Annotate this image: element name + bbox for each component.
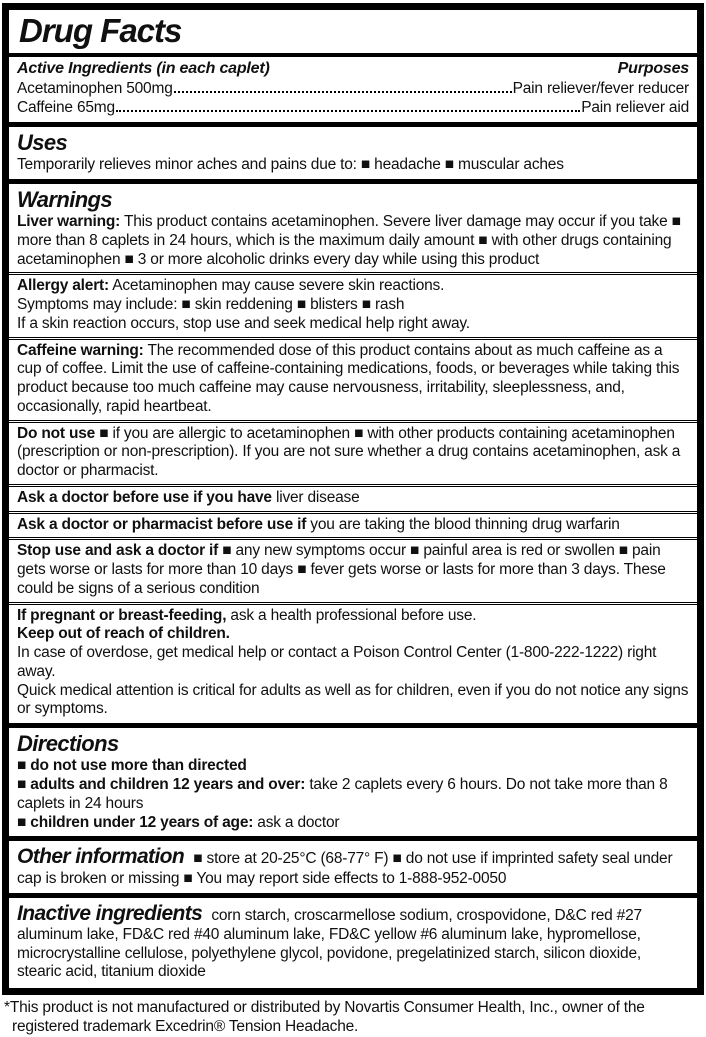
allergy-reaction-advice: If a skin reaction occurs, stop use and seek medical help right away. — [17, 314, 470, 332]
ask-doctor-pharmacist-text: you are taking the blood thinning drug warfarin — [306, 515, 620, 533]
subsection-divider — [9, 420, 697, 423]
subsection-divider — [9, 602, 697, 605]
purposes-heading: Purposes — [617, 59, 689, 77]
subsection-divider — [9, 537, 697, 540]
pregnancy-warning — [17, 607, 689, 626]
caffeine-warning-label: Caffeine warning: — [17, 341, 144, 359]
inactive-ingredients — [17, 901, 689, 983]
drug-facts-label — [2, 3, 704, 995]
section-divider — [9, 836, 697, 841]
subsection-divider — [9, 272, 697, 275]
ask-doctor — [17, 489, 689, 508]
stop-use — [17, 542, 689, 598]
warnings-section — [17, 187, 689, 719]
directions-section — [17, 731, 689, 832]
ingredient-name: Caffeine 65mg — [17, 99, 115, 117]
liver-warning — [17, 213, 689, 269]
ask-doctor-text: liver disease — [271, 488, 360, 506]
liver-warning-text: This product contains acetaminophen. Severe liver damage may occur if you take ■ more than 8 caplets in 24 hours, which is the maximum daily amount ■ with other drugs containing acetaminophen ■ 3 or more alcoholic drinks every day while using this product — [17, 213, 681, 268]
inactive-ingredients-text: corn starch, croscarmellose sodium, crospovidone, D&C red #27 aluminum lake, FD&C red #40 aluminum lake, FD&C yellow #6 aluminum lake, hypromellose, microcrystalline cellulose, polyethylene glycol, povidone, pregelatinized starch, silicon dioxide, stearic acid, titanium dioxide — [17, 906, 642, 981]
section-divider — [9, 723, 697, 728]
dotted-leader — [174, 91, 512, 93]
ask-doctor-pharmacist-label: Ask a doctor or pharmacist before use if — [17, 515, 307, 533]
direction-item-text: ask a doctor — [253, 813, 340, 831]
other-information-heading: Other information — [17, 845, 185, 869]
uses-section — [17, 130, 689, 175]
do-not-use-label: Do not use — [17, 424, 96, 442]
allergy-alert-label: Allergy alert: — [17, 277, 109, 295]
liver-warning-label: Liver warning: — [17, 213, 121, 231]
other-information-section — [17, 844, 689, 888]
direction-item — [17, 814, 689, 833]
subsection-divider — [9, 484, 697, 487]
direction-item-label: ■ do not use more than directed — [17, 757, 247, 775]
pregnancy-warning-text: ask a health professional before use. — [226, 606, 477, 624]
ingredient-purpose: Pain reliever/fever reducer — [512, 79, 689, 97]
direction-item — [17, 776, 689, 814]
ingredient-purpose: Pain reliever aid — [581, 99, 689, 117]
stop-use-text: ■ any new symptoms occur ■ painful area is red or swollen ■ pain gets worse or lasts for more than 10 days ■ fever gets worse or lasts for more than 3 days. These could be signs of a serious condition — [17, 542, 666, 597]
caffeine-warning-text: The recommended dose of this product contains about as much caffeine as a cup of coffee. Limit the use of caffeine-containing medications, foods, or beverages while taking this product because too much caffeine may cause nervousness, irritability, sleeplessness, and, occasionally, rapid heartbeat. — [17, 341, 680, 415]
direction-item-label: ■ children under 12 years of age: — [17, 813, 254, 831]
caffeine-warning — [17, 342, 689, 417]
ingredient-row — [17, 79, 689, 98]
active-ingredients-heading: Active Ingredients (in each caplet) — [17, 59, 270, 77]
warnings-heading: Warnings — [17, 186, 113, 212]
do-not-use — [17, 425, 689, 481]
direction-item-label: ■ adults and children 12 years and over: — [17, 776, 306, 794]
directions-heading: Directions — [17, 731, 119, 757]
keep-out-of-reach-label: Keep out of reach of children. — [17, 625, 230, 643]
trademark-footnote: *This product is not manufactured or distributed by Novartis Consumer Health, Inc., owner of the registered trademark Excedrin® Tension Headache. — [4, 999, 645, 1036]
pregnancy-warning-label: If pregnant or breast-feeding, — [17, 606, 227, 624]
active-ingredients-section — [17, 60, 689, 118]
allergy-symptoms: Symptoms may include: ■ skin reddening ■ blisters ■ rash — [17, 296, 405, 314]
subsection-divider — [9, 511, 697, 514]
allergy-alert — [17, 277, 689, 296]
ingredient-name: Acetaminophen 500mg — [17, 79, 173, 97]
uses-text: Temporarily relieves minor aches and pains due to: ■ headache ■ muscular aches — [17, 156, 564, 173]
keep-out-of-reach — [17, 625, 689, 644]
subsection-divider — [9, 337, 697, 340]
allergy-alert-text: Acetaminophen may cause severe skin reactions. — [108, 277, 445, 295]
other-information — [17, 844, 689, 888]
section-divider — [9, 893, 697, 898]
dotted-leader — [116, 110, 580, 112]
ask-doctor-label: Ask a doctor before use if you have — [17, 488, 272, 506]
quick-attention-text: Quick medical attention is critical for adults as well as for children, even if you do not notice any signs or symptoms. — [17, 681, 689, 718]
title-rule — [9, 53, 697, 57]
ingredient-row — [17, 98, 689, 117]
do-not-use-text: ■ if you are allergic to acetaminophen ■ with other products containing acetaminophen (prescription or non-prescription). If you are not sure whether a drug contains acetaminophen, ask a doctor or pharmacist. — [17, 424, 681, 480]
other-information-text: ■ store at 20-25°C (68-77° F) ■ do not use if imprinted safety seal under cap is broken or missing ■ You may report side effects to 1-888-952-0050 — [17, 850, 673, 887]
stop-use-label: Stop use and ask a doctor if — [17, 542, 219, 560]
section-divider — [9, 122, 697, 127]
inactive-ingredients-section — [17, 901, 689, 983]
section-divider — [9, 179, 697, 184]
direction-item — [17, 757, 689, 776]
ask-doctor-pharmacist — [17, 516, 689, 535]
label-title: Drug Facts — [19, 12, 182, 49]
overdose-text: In case of overdose, get medical help or contact a Poison Control Center (1-800-222-1222) right away. — [17, 644, 657, 680]
inactive-ingredients-heading: Inactive ingredients — [17, 901, 203, 925]
direction-item-text: take 2 caplets every 6 hours. Do not take more than 8 caplets in 24 hours — [17, 776, 668, 812]
uses-heading: Uses — [17, 129, 68, 155]
